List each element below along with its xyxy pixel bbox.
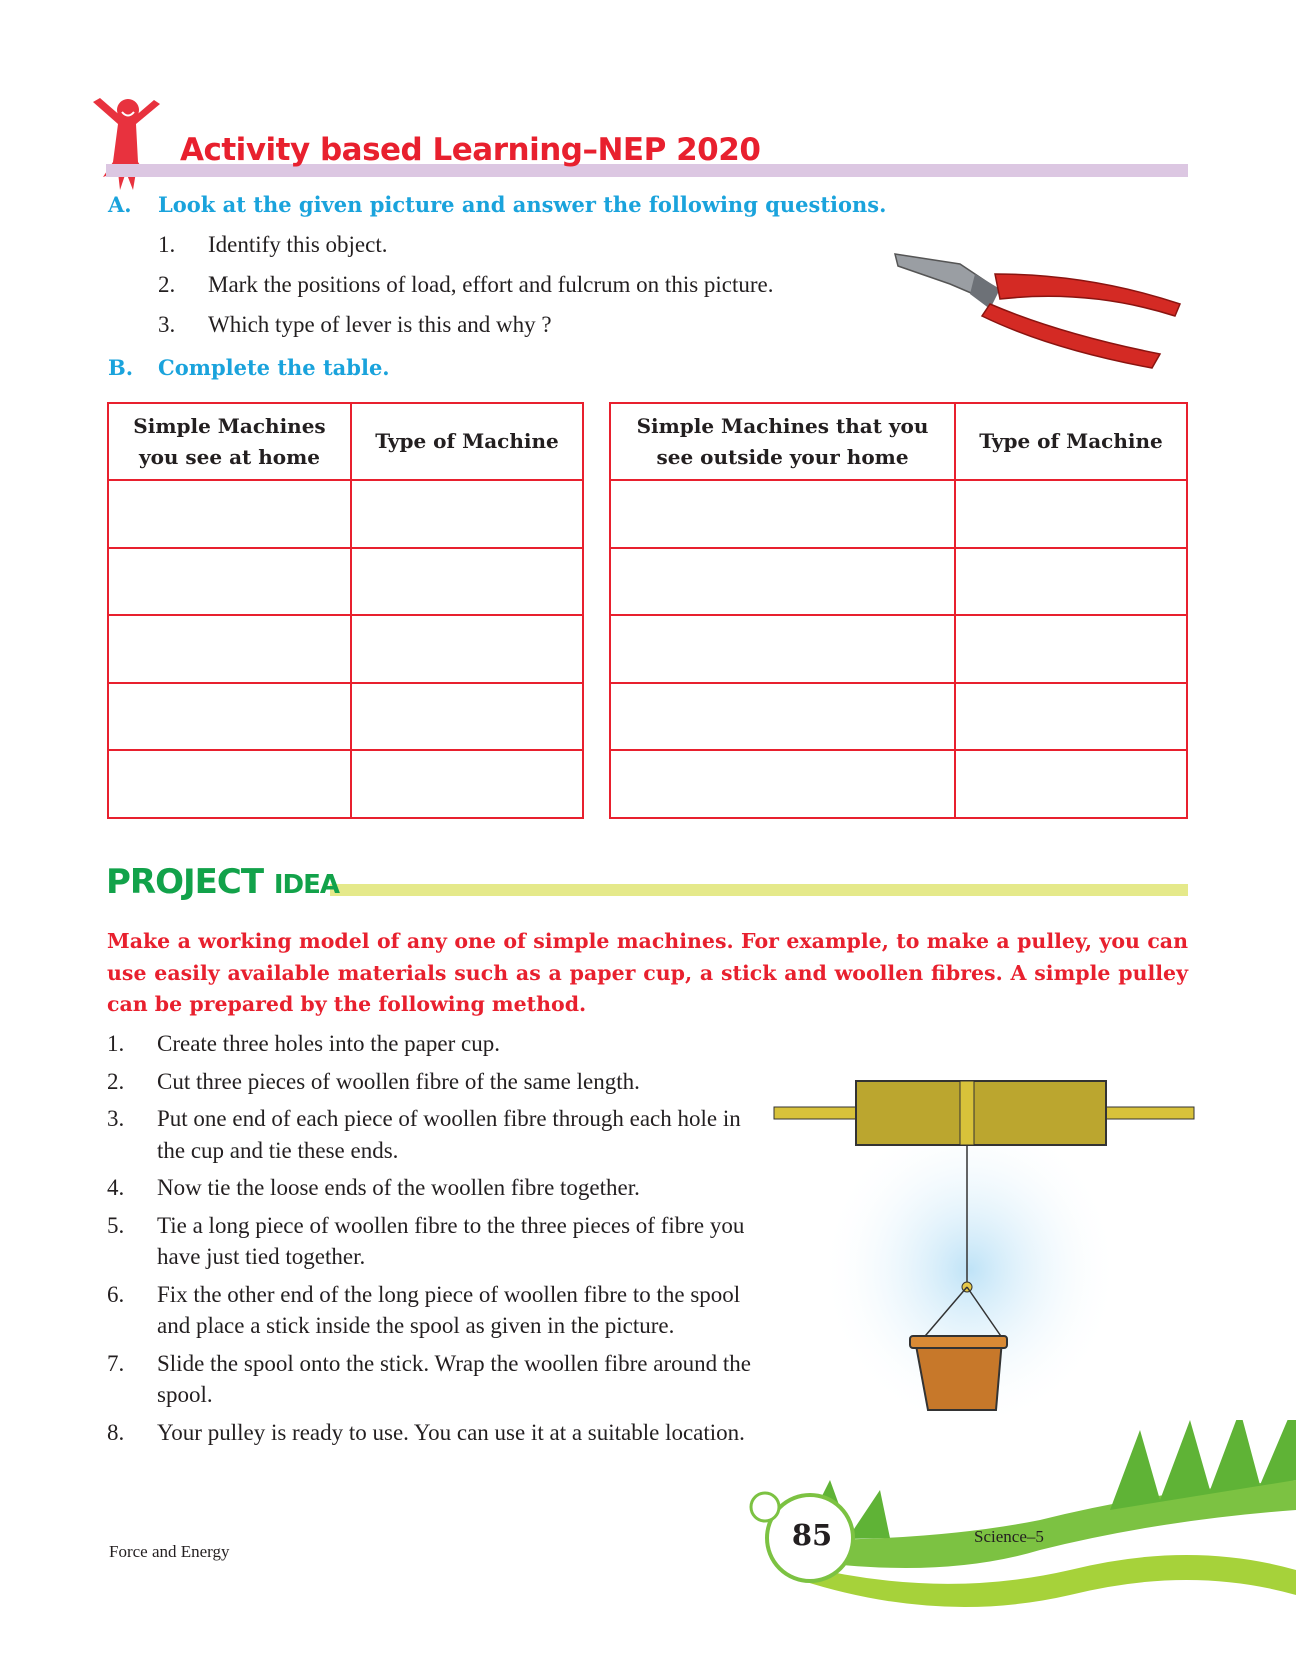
book-name: Science–5 <box>974 1527 1044 1546</box>
chapter-name: Force and Energy <box>109 1542 230 1561</box>
table-cell[interactable] <box>351 750 583 818</box>
table-cell[interactable] <box>955 683 1187 751</box>
list-item: 3. Put one end of each piece of woollen fibre through each hole in the cup and tie these ends. <box>107 1106 741 1163</box>
project-intro: Make a working model of any one of simple machines. For example, to make a pulley, you can use easily available materials such as a paper cup, a stick and woollen fibres. A simple pulley can be prepared by the following method. <box>107 929 1188 1016</box>
outside-machines-table <box>609 402 1188 819</box>
pulley-image <box>770 1070 1200 1430</box>
page-number: 85 <box>791 1518 833 1552</box>
girl-mascot-icon <box>88 92 168 192</box>
steps-list <box>107 1028 757 1454</box>
pliers-image <box>890 244 1190 374</box>
column-header: Type of Machine <box>351 403 583 480</box>
project-band <box>330 884 1188 896</box>
table-cell[interactable] <box>955 615 1187 683</box>
table-cell[interactable] <box>108 750 351 818</box>
table-cell[interactable] <box>955 750 1187 818</box>
home-machines-table <box>107 402 584 819</box>
list-item: 1. Create three holes into the paper cup. <box>107 1031 500 1056</box>
question: 2. Mark the positions of load, effort and fulcrum on this picture. <box>158 272 774 297</box>
column-header: Simple Machines you see at home <box>108 403 351 480</box>
table-cell[interactable] <box>610 750 955 818</box>
table-cell[interactable] <box>610 480 955 548</box>
table-cell[interactable] <box>351 548 583 616</box>
question: 1. Identify this object. <box>158 232 388 257</box>
section-b-heading: B. Complete the table. <box>108 355 390 380</box>
table-cell[interactable] <box>108 480 351 548</box>
table-cell[interactable] <box>108 548 351 616</box>
column-header: Simple Machines that you see outside your home <box>610 403 955 480</box>
question: 3. Which type of lever is this and why ? <box>158 312 552 337</box>
column-header: Type of Machine <box>955 403 1187 480</box>
table-cell[interactable] <box>351 615 583 683</box>
list-item: 6. Fix the other end of the long piece of woollen fibre to the spool and place a stick inside the spool as given in the picture. <box>107 1281 741 1338</box>
list-item: 8. Your pulley is ready to use. You can use it at a suitable location. <box>107 1419 745 1445</box>
project-title: PROJECT IDEA <box>106 862 340 902</box>
list-item: 7. Slide the spool onto the stick. Wrap the woollen fibre around the spool. <box>107 1350 751 1407</box>
list-item: 5. Tie a long piece of woollen fibre to the three pieces of fibre you have just tied together. <box>107 1212 745 1269</box>
section-a-heading: A. Look at the given picture and answer the following questions. <box>108 192 887 217</box>
table-cell[interactable] <box>610 615 955 683</box>
table-cell[interactable] <box>351 480 583 548</box>
page-title: Activity based Learning–NEP 2020 <box>180 132 761 168</box>
table-cell[interactable] <box>351 683 583 751</box>
table-cell[interactable] <box>955 480 1187 548</box>
table-cell[interactable] <box>108 615 351 683</box>
list-item: 2. Cut three pieces of woollen fibre of the same length. <box>107 1068 640 1094</box>
table-cell[interactable] <box>610 548 955 616</box>
list-item: 4. Now tie the loose ends of the woollen fibre together. <box>107 1175 640 1200</box>
table-cell[interactable] <box>610 683 955 751</box>
table-cell[interactable] <box>108 683 351 751</box>
table-cell[interactable] <box>955 548 1187 616</box>
